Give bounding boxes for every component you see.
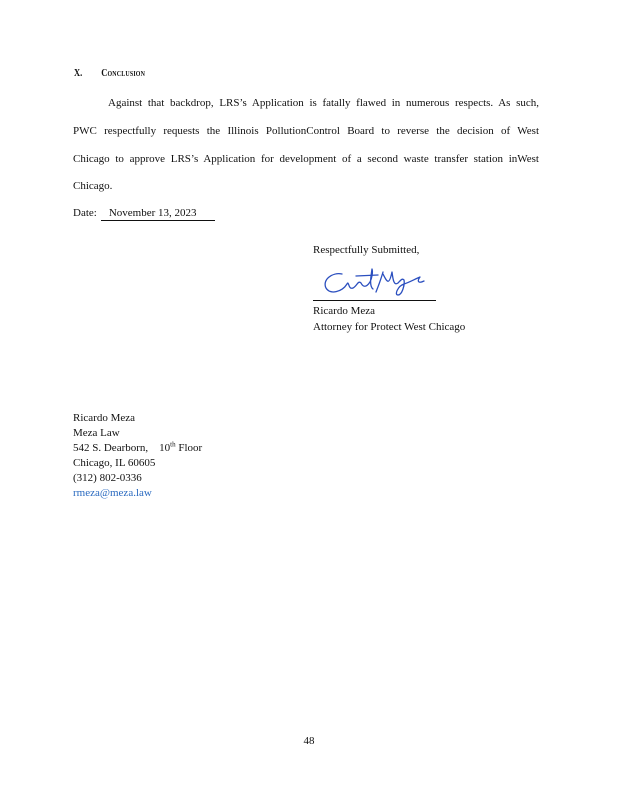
contact-name: Ricardo Meza [73, 412, 135, 424]
signature-line [313, 300, 436, 301]
page-number: 48 [303, 735, 315, 747]
signer-name: Ricardo Meza [313, 305, 375, 317]
contact-firm: Meza Law [73, 427, 120, 439]
address-floor-word: Floor [178, 442, 203, 454]
address-street: 542 S. Dearborn, [73, 442, 149, 454]
section-title: Conclusion [101, 68, 146, 79]
date-row [73, 206, 215, 221]
date-value: November 13, 2023 [101, 207, 215, 221]
paragraph-line-2: PWC respectfully requests the Illinois PollutionControl Board to reverse the decision of West [73, 125, 539, 137]
address-floor-number: 10 [159, 442, 171, 454]
contact-city: Chicago, IL 60605 [73, 457, 156, 469]
section-number: X. [74, 68, 83, 79]
paragraph-line-3: Chicago to approve LRS’s Application for development of a second waste transfer station inWest [73, 153, 539, 165]
paragraph-line-4: Chicago. [73, 180, 113, 192]
address-floor-suffix: th [170, 440, 176, 449]
date-label: Date: [73, 207, 97, 219]
paragraph-line-1: Against that backdrop, LRS’s Application is fatally flawed in numerous respects. As such, [108, 97, 539, 109]
contact-address [73, 441, 202, 456]
contact-email-link[interactable]: rmeza@meza.law [73, 487, 152, 499]
handwritten-signature [320, 262, 430, 300]
section-heading [74, 68, 145, 79]
signer-title: Attorney for Protect West Chicago [313, 321, 466, 333]
contact-phone: (312) 802-0336 [73, 472, 142, 484]
closing-text: Respectfully Submitted, [313, 244, 420, 256]
